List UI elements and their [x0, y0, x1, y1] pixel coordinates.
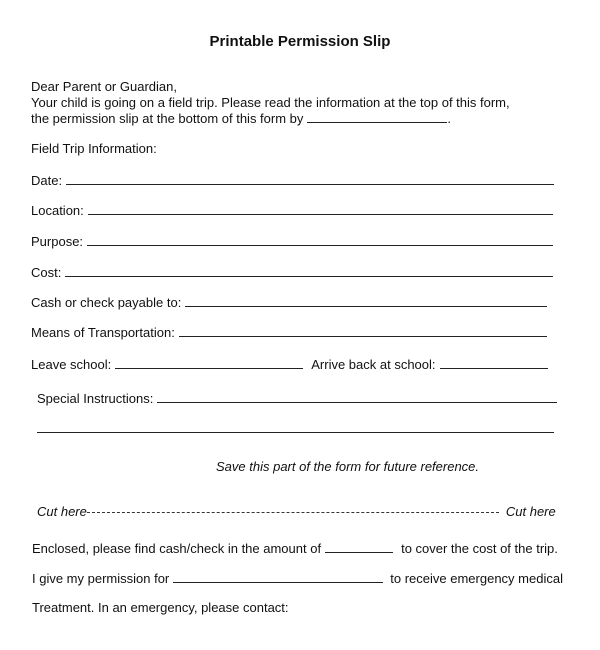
permission-text-b: to receive emergency medical [390, 571, 563, 586]
permission-text-a: I give my permission for [32, 571, 170, 586]
date-row [31, 172, 554, 189]
intro-line-2: the permission slip at the bottom of this form by [31, 111, 304, 126]
permission-row [32, 570, 563, 587]
greeting-text: Dear Parent or Guardian, [31, 79, 177, 94]
enclosed-text-a: Enclosed, please find cash/check in the amount of [32, 541, 322, 556]
intro-line-1: Your child is going on a field trip. Please read the information at the top of this form, [31, 95, 510, 110]
intro-line-2-row: the permission slip at the bottom of this form by . [31, 111, 452, 126]
arrive-field[interactable] [440, 356, 548, 369]
special-row-2 [37, 420, 554, 433]
purpose-field[interactable] [87, 233, 553, 246]
cut-line [87, 512, 499, 513]
leave-label: Leave school: [31, 357, 112, 372]
special-row [37, 390, 557, 407]
payable-field[interactable] [185, 294, 547, 307]
cost-field[interactable] [65, 264, 553, 277]
location-field[interactable] [88, 202, 553, 215]
page-title: Printable Permission Slip [209, 33, 391, 50]
location-row [31, 202, 553, 219]
cut-line-row [37, 504, 556, 520]
student-name-field[interactable] [173, 570, 383, 583]
special-field-1[interactable] [157, 390, 557, 403]
purpose-row [31, 233, 553, 250]
arrive-label: Arrive back at school: [311, 357, 436, 372]
leave-field[interactable] [115, 356, 303, 369]
special-field-2[interactable] [37, 420, 554, 433]
save-note: Save this part of the form for future reference. [216, 459, 480, 474]
section-heading: Field Trip Information: [31, 141, 157, 156]
transport-field[interactable] [179, 324, 547, 337]
cut-here-left: Cut here [37, 504, 87, 519]
treatment-text: Treatment. In an emergency, please contact: [32, 600, 289, 615]
leave-arrive-row [31, 356, 548, 373]
date-field[interactable] [66, 172, 554, 185]
payable-label: Cash or check payable to: [31, 295, 182, 310]
transport-row [31, 324, 547, 341]
special-label: Special Instructions: [37, 391, 154, 406]
date-label: Date: [31, 173, 63, 188]
enclosed-row [32, 540, 558, 557]
payable-row [31, 294, 547, 311]
amount-field[interactable] [325, 540, 393, 553]
purpose-label: Purpose: [31, 234, 84, 249]
return-by-date-field[interactable] [307, 110, 447, 123]
transport-label: Means of Transportation: [31, 325, 175, 340]
location-label: Location: [31, 203, 84, 218]
enclosed-text-b: to cover the cost of the trip. [401, 541, 558, 556]
cost-row [31, 264, 553, 281]
cost-label: Cost: [31, 265, 62, 280]
cut-here-right: Cut here [505, 504, 556, 519]
